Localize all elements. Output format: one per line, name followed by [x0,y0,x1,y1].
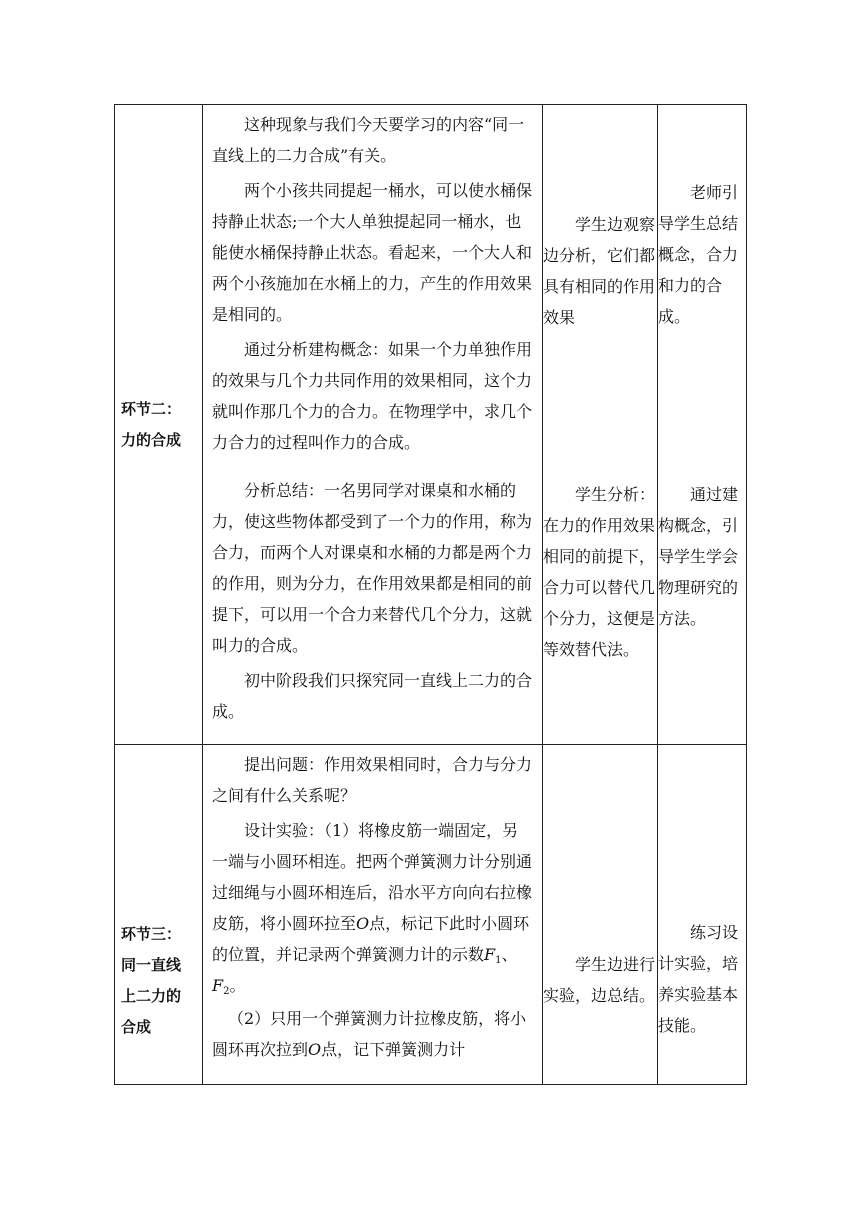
force-symbol: F [212,976,224,995]
content-block-a [203,105,542,471]
paragraph: 通过分析建构概念：如果一个力单独作用的效果与几个力共同作用的效果相同，这个力就叫作那几个力的合力。在物理学中，求几个力合力的过程叫作力的合成。 [212,340,533,452]
content-cell [203,105,543,745]
student-activity-cell [543,105,658,745]
paragraph: 分析总结：一名男同学对课桌和水桶的力，使这些物体都受到了一个力的作用，称为合力，而两个人对课桌和水桶的力都是两个力的作用，则为分力，在作用效果都是相同的前提下，可以用一个合力来替代几个分力，这就叫力的合成。 [212,481,533,655]
student-activity-cell [543,745,658,1085]
stage-label: 合成 [121,1018,152,1036]
stage-label: 环节二： [121,399,182,418]
design-intent-cell [658,105,747,745]
student-activity-text: 学生分析：在力的作用效果相同的前提下，合力可以替代几个分力，这便是等效替代法。 [543,485,656,659]
design-intent-text: 通过建构概念，引导学生学会物理研究的方法。 [658,485,739,628]
design-intent-cell [658,745,747,1085]
force-symbol: F [484,945,496,964]
table-row [115,745,747,1085]
paragraph: 设计实验：（1）将橡皮筋一端固定，另一端与小圆环相连。把两个弹簧测力计分别通过细绳与小圆环相连后，沿水平方向向右拉橡皮筋，将小圆环拉至O点，标记下此时小圆环的位置，并记录两个弹簧测力计的示数$F_1$、$F_2$。 [212,821,533,997]
content-cell [203,745,543,1085]
stage-label: 同一直线 [121,956,182,974]
paragraph: （2）只用一个弹簧测力计拉橡皮筋，将小圆环再次拉到O点，记下弹簧测力计 [212,1009,527,1059]
table-row [115,105,747,745]
stage-label: 环节三： [121,925,182,943]
paragraph: 两个小孩共同提起一桶水，可以使水桶保持静止状态;一个大人单独提起同一桶水，也能使水桶保持静止状态。看起来，一个大人和两个小孩施加在水桶上的力，产生的作用效果是相同的。 [212,181,533,324]
stage-label: 上二力的 [121,987,182,1005]
design-intent-text: 练习设计实验，培养实验基本技能。 [658,923,739,1035]
content-block-b [203,471,542,727]
paragraph: 初中阶段我们只探究同一直线上二力的合成。 [212,671,533,721]
point-o-symbol: O [308,1040,322,1059]
point-o-symbol: O [356,914,370,933]
paragraph: 提出问题：作用效果相同时，合力与分力之间有什么关系呢？ [212,755,533,805]
student-activity-text: 学生边进行实验，边总结。 [543,955,656,1005]
design-intent-text: 老师引导学生总结概念，合力和力的合成。 [658,183,739,326]
lesson-plan-table [114,104,747,1085]
stage-cell [115,105,203,745]
student-activity-text: 学生边观察边分析，它们都具有相同的作用效果 [543,215,656,327]
paragraph: 这种现象与我们今天要学习的内容“同一直线上的二力合成”有关。 [212,115,525,165]
stage-label: 力的合成 [121,430,182,449]
stage-cell [115,745,203,1085]
